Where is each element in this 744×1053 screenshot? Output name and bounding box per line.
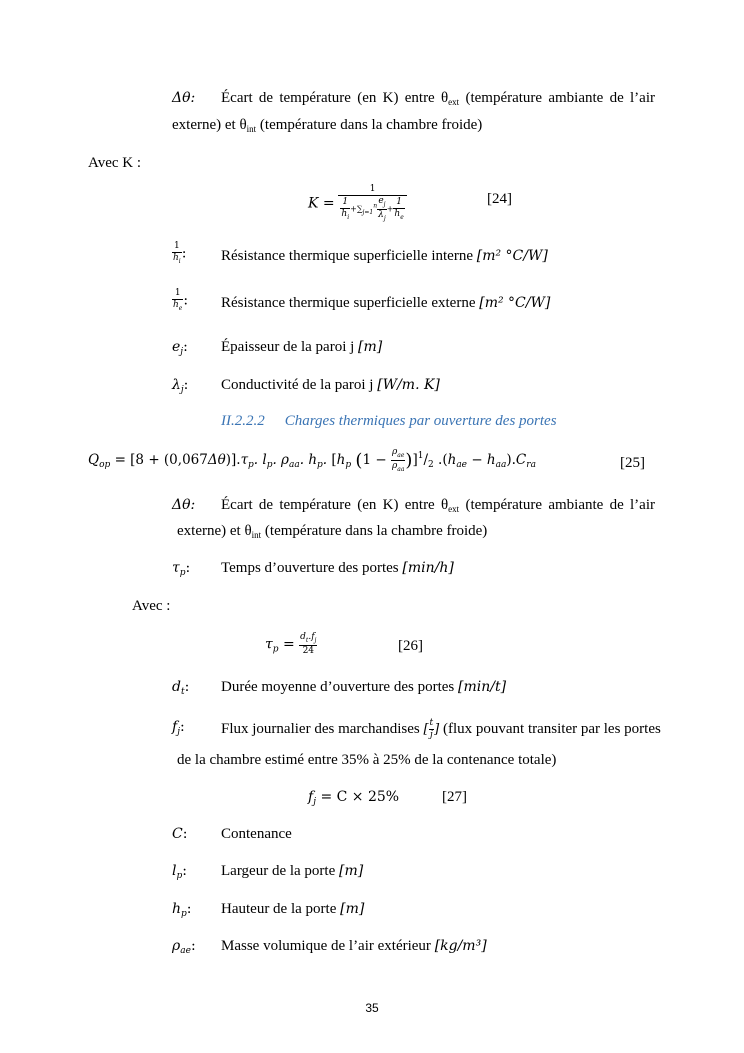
lp-symbol: $l_p$: <box>172 863 187 881</box>
hp-symbol: $h_p$: <box>172 901 192 919</box>
ej-description: Épaisseur de la paroi j [m] <box>221 339 383 355</box>
section-heading: II.2.2.2 Charges thermiques par ouverture des portes <box>221 413 557 429</box>
fj-symbol: $f_j$: <box>172 719 185 737</box>
lambda-j-symbol: $\lambda_j$: <box>172 377 189 395</box>
equation-24-number: [24] <box>487 191 512 207</box>
equation-25: $Q_{op} = [8 + (0,067\Delta\theta)].\tau_p$. $l_p$. $\rho_{aa}$. $h_p$. [$h_p$ (1 − $\frac{\rho_{ae}}{\rho_{aa}}$ )]$^1/_2$ $.(h_{ae} - h_{aa}).C_{ra}$ <box>88 447 536 473</box>
rho-ae-symbol: $\rho_{ae}$: <box>172 938 196 956</box>
lp-description: Largeur de la porte [m] <box>221 863 364 879</box>
tau-p-description: Temps d’ouverture des portes [min/h] <box>221 560 454 576</box>
avec-k-label: Avec K : <box>88 155 142 171</box>
inverse-hi-description: Résistance thermique superficielle interne [m² °C/W] <box>221 248 548 264</box>
fj-description-line2: de la chambre estimé entre 35% à 25% de la contenance totale) <box>177 752 557 768</box>
delta-theta-2-description-line1: Écart de température (en K) entre $\theta_{ext}$ (température ambiante de l’air <box>221 497 655 514</box>
equation-27: $f_j = C \times 25\%$ <box>308 789 400 807</box>
ej-symbol: $e_j$: <box>172 339 188 357</box>
fj-description: Flux journalier des marchandises [ $\frac{t}{j}$ ] (flux pouvant transiter par les portes <box>221 718 661 740</box>
tau-p-symbol: $\tau_p$: <box>172 560 191 578</box>
page-number: 35 <box>365 1001 379 1015</box>
rho-ae-description: Masse volumique de l’air extérieur [kg/m³] <box>221 938 487 954</box>
dt-symbol: $d_t$: <box>172 679 190 697</box>
c-description: Contenance <box>221 826 292 842</box>
delta-theta-symbol-2: Δθ: <box>172 497 196 513</box>
equation-26-number: [26] <box>398 638 423 654</box>
equation-24: K = 1 $\frac{1}{h_i}$ $+\sum_{j=1}^n$ $\frac{e_j}{\lambda_j}$ + $\frac{1}{h_e}$ <box>308 185 407 222</box>
delta-theta-2-description-line2: externe) et $\theta_{int}$ (température dans la chambre froide) <box>177 523 488 540</box>
inverse-he-description: Résistance thermique superficielle externe [m² °C/W] <box>221 295 551 311</box>
delta-theta-symbol: Δθ: <box>172 90 196 106</box>
c-symbol: C: <box>172 826 188 842</box>
dt-description: Durée moyenne d’ouverture des portes [min/t] <box>221 679 507 695</box>
inverse-he-symbol: $\frac{1}{h_e}$ : <box>173 288 189 312</box>
equation-26: $\tau_p$ = $\frac{d_t.f_j}{24}$ <box>265 632 317 656</box>
delta-theta-description-line1: Écart de température (en K) entre $\theta_{ext}$ (température ambiante de l’air <box>221 90 655 107</box>
equation-27-number: [27] <box>442 789 467 805</box>
equation-25-number: [25] <box>620 455 645 471</box>
avec-label-2: Avec : <box>132 598 171 614</box>
delta-theta-description-line2: externe) et $\theta_{int}$ (température dans la chambre froide) <box>172 117 483 134</box>
lambda-j-description: Conductivité de la paroi j [W/m. K] <box>221 377 440 393</box>
inverse-hi-symbol: $\frac{1}{h_i}$ : <box>173 241 187 265</box>
hp-description: Hauteur de la porte [m] <box>221 901 365 917</box>
